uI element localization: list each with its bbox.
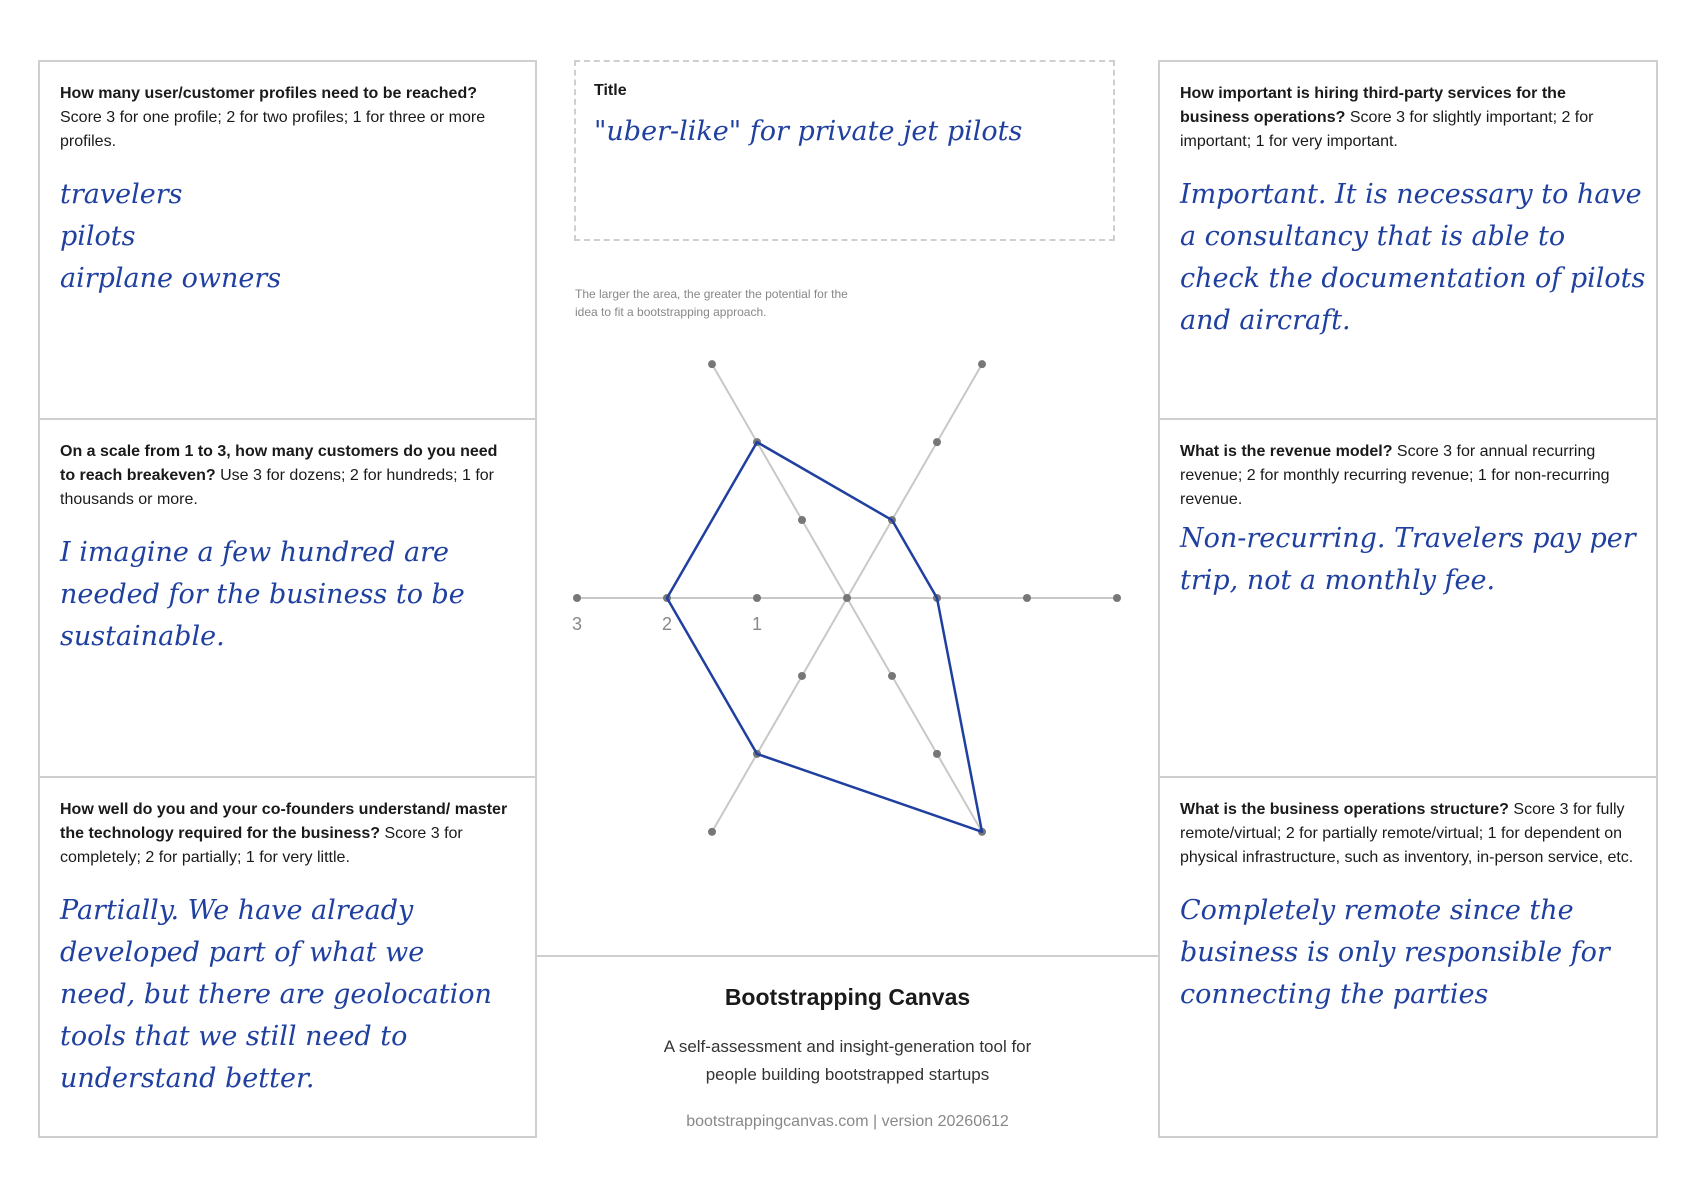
title-label: Title	[594, 82, 627, 99]
answer-line: business is only responsible for	[1180, 937, 1610, 968]
footer-description-line: people building bootstrapped startups	[705, 1065, 990, 1084]
answer-line: sustainable.	[60, 621, 225, 652]
radar-axis-line	[847, 598, 982, 832]
question-rest: Score 3 for completely; 2 for partially; 1 for very little.	[60, 825, 463, 866]
radar-tick-dot	[798, 516, 806, 524]
answer-line: Important. It is necessary to have	[1180, 179, 1642, 210]
radar-scale-label: 1	[751, 614, 763, 634]
answer-line: understand better.	[60, 1063, 315, 1094]
radar-tick-dot	[1113, 594, 1121, 602]
question-rest: Score 3 for fully remote/virtual; 2 for partially remote/virtual; 1 for dependent on physical infrastructure, such as inventory, in-person service, etc.	[1180, 801, 1634, 866]
radar-scale-label: 3	[571, 614, 583, 634]
radar-tick-dot	[888, 672, 896, 680]
answer-text[interactable]	[60, 890, 515, 1100]
answer-line: connecting the parties	[1180, 979, 1489, 1010]
question-bold: How important is hiring third-party services for the business operations?	[1180, 85, 1566, 126]
question-box-customer-profiles	[40, 62, 535, 420]
question-bold: How well do you and your co-founders understand/ master the technology required for the business?	[60, 801, 508, 842]
left-questions-panel	[38, 60, 537, 1138]
question-text	[60, 440, 515, 512]
title-box[interactable]	[574, 60, 1115, 241]
answer-line: a consultancy that is able to	[1180, 221, 1566, 252]
question-rest: Score 3 for one profile; 2 for two profiles; 1 for three or more profiles.	[60, 109, 486, 150]
radar-tick-dot	[573, 594, 581, 602]
question-bold: On a scale from 1 to 3, how many customers do you need to reach breakeven?	[60, 443, 498, 484]
footer-description	[540, 1033, 1155, 1089]
question-box-revenue-model	[1160, 420, 1656, 778]
question-text	[1180, 798, 1636, 870]
answer-line: pilots	[60, 221, 136, 252]
answer-line: and aircraft.	[1180, 305, 1351, 336]
answer-line: Partially. We have already	[60, 895, 414, 926]
question-text	[1180, 440, 1636, 512]
radar-scale-label: 2	[661, 614, 673, 634]
radar-scale-labels	[572, 614, 762, 634]
answer-line: travelers	[60, 179, 183, 210]
question-rest: Use 3 for dozens; 2 for hundreds; 1 for thousands or more.	[60, 467, 494, 508]
answer-text[interactable]	[1180, 890, 1636, 1016]
right-questions-panel	[1158, 60, 1658, 1138]
radar-tick-dot	[933, 438, 941, 446]
question-box-technology	[40, 778, 535, 1136]
answer-line: I imagine a few hundred are	[60, 537, 449, 568]
footer-description-line: A self-assessment and insight-generation tool for	[663, 1037, 1032, 1056]
radar-tick-dot	[798, 672, 806, 680]
answer-line: trip, not a monthly fee.	[1180, 565, 1496, 596]
radar-tick-dot	[708, 828, 716, 836]
question-box-breakeven	[40, 420, 535, 778]
answer-line: check the documentation of pilots	[1180, 263, 1646, 294]
chart-note: The larger the area, the greater the potential for the idea to fit a bootstrapping approach.	[575, 287, 848, 319]
question-bold: What is the revenue model?	[1180, 443, 1393, 460]
radar-tick-dot	[933, 750, 941, 758]
answer-text[interactable]	[1180, 174, 1646, 342]
radar-tick-dot	[1023, 594, 1031, 602]
question-box-third-party	[1160, 62, 1656, 420]
radar-axis-line	[712, 598, 847, 832]
question-bold: What is the business operations structure?	[1180, 801, 1509, 818]
question-bold: How many user/customer profiles need to be reached?	[60, 85, 477, 102]
question-rest: Score 3 for annual recurring revenue; 2 for monthly recurring revenue; 1 for non-recurring revenue.	[1180, 443, 1610, 508]
question-rest: Score 3 for slightly important; 2 for important; 1 for very important.	[1180, 109, 1594, 150]
answer-line: need, but there are geolocation	[60, 979, 492, 1010]
question-text	[60, 798, 515, 870]
answer-line: airplane owners	[60, 263, 282, 294]
answer-line: Completely remote since the	[1180, 895, 1574, 926]
question-text	[60, 82, 515, 154]
radar-chart	[540, 340, 1140, 940]
answer-line: tools that we still need to	[60, 1021, 408, 1052]
footer-title: Bootstrapping Canvas	[724, 984, 971, 1010]
footer-url[interactable]: bootstrappingcanvas.com | version 20260612	[686, 1113, 1009, 1130]
answer-text[interactable]	[1180, 518, 1636, 602]
question-text	[1180, 82, 1636, 154]
answer-line: developed part of what we	[60, 937, 425, 968]
answer-text[interactable]	[60, 532, 515, 658]
radar-tick-dot	[753, 594, 761, 602]
footer	[540, 960, 1155, 1131]
question-box-operations	[1160, 778, 1656, 1136]
radar-center-dot	[843, 594, 851, 602]
title-value: "uber-like" for private jet pilots	[594, 116, 1023, 147]
radar-axis-line	[847, 364, 982, 598]
radar-tick-dot	[978, 360, 986, 368]
radar-tick-dot	[708, 360, 716, 368]
center-divider	[535, 955, 1160, 957]
answer-text[interactable]	[60, 174, 515, 300]
answer-line: Non-recurring. Travelers pay per	[1180, 523, 1636, 554]
answer-line: needed for the business to be	[60, 579, 465, 610]
